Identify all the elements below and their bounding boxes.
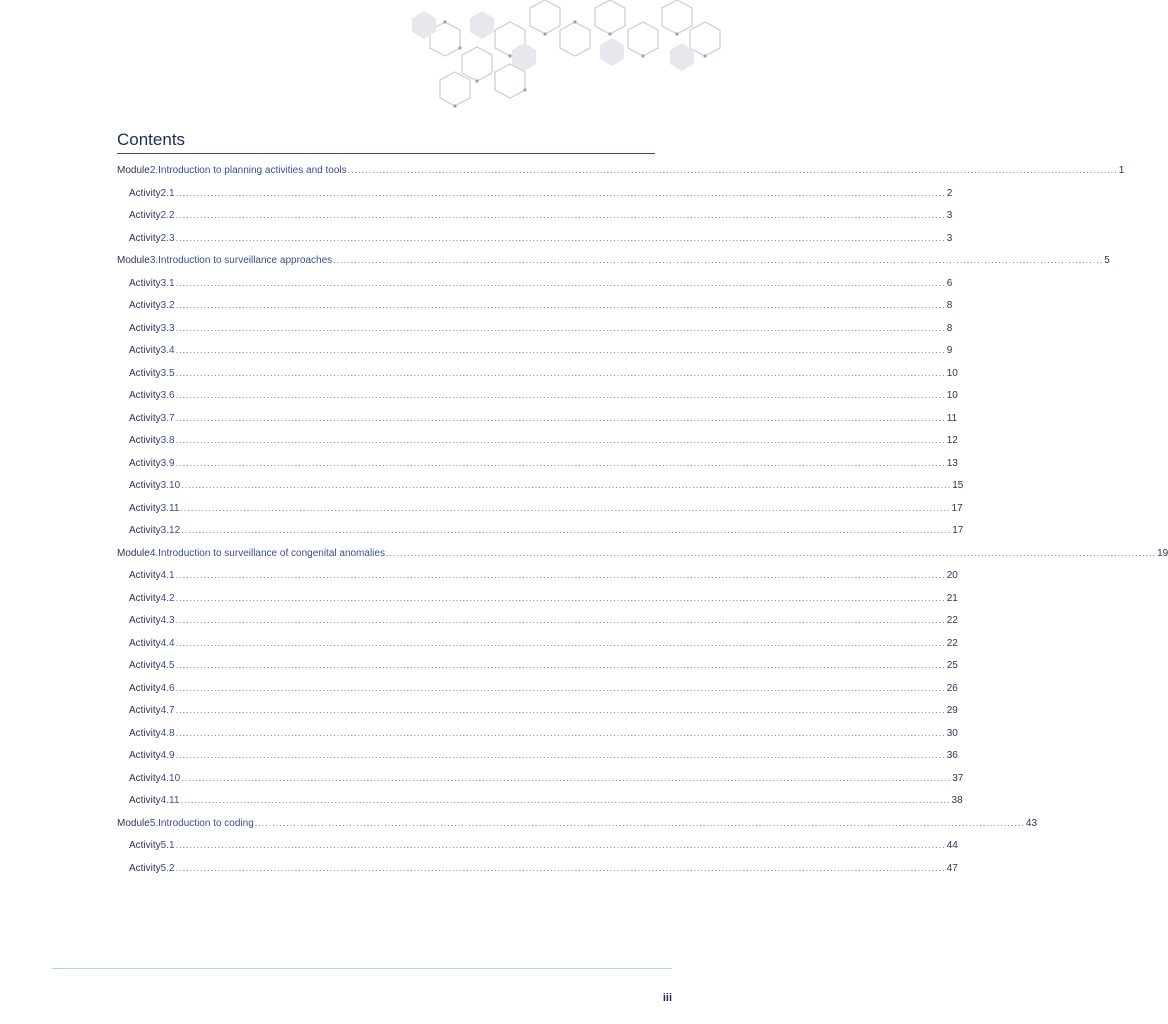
toc-entry-number: 4.10 [160,772,181,784]
toc-activity-entry[interactable] [117,232,953,256]
toc-entry-prefix: Activity [129,210,161,221]
toc-dot-leader: ............................................................................................................................................................................................................................ [175,435,946,445]
toc-dot-leader: ............................................................................................................................................................................................................................ [175,705,946,715]
toc-activity-entry[interactable] [117,277,953,301]
toc-entry-prefix: Activity [129,277,161,289]
toc-dot-leader: ............................................................................................................................................................................................................................ [180,795,951,805]
toc-entry-prefix: Activity [129,435,161,446]
toc-page-number: 15 [952,480,964,491]
toc-page-number: 37 [952,772,964,784]
toc-page-number: 20 [946,570,958,581]
toc-activity-entry[interactable] [117,592,958,616]
page-title: Contents [117,130,186,149]
toc-entry-number: 4.1 [160,570,175,581]
toc-dot-leader: ............................................................................................................................................................................................................................ [180,502,951,513]
toc-entry-number: 5.2 [160,862,175,874]
toc-entry-number: 4.7 [160,705,175,716]
page-number: iii [662,992,672,1004]
toc-page-number: 22 [946,637,958,649]
toc-entry-prefix: Activity [129,345,161,356]
toc-page-number: 44 [946,840,958,851]
toc-entry-prefix: Activity [129,300,161,311]
toc-entry-prefix: Activity [129,727,161,739]
toc-page-number: 22 [946,615,958,626]
toc-entry-prefix: Activity [129,840,161,851]
toc-page-number: 8 [946,322,953,334]
toc-activity-entry[interactable] [117,570,958,593]
title-divider [117,153,655,154]
toc-entry-number: 4. [149,547,159,559]
toc-activity-entry[interactable] [117,345,953,368]
toc-entry-prefix: Activity [129,592,161,604]
toc-page-number: 36 [946,750,958,761]
toc-dot-leader: ............................................................................................................................................................................................................................ [385,547,1157,558]
toc-entry-title: Introduction to surveillance of congenital anomalies [158,547,385,559]
toc-activity-entry[interactable] [117,727,958,751]
toc-entry-prefix: Activity [129,502,161,514]
toc-dot-leader: ............................................................................................................................................................................................................................ [175,750,946,760]
toc-page-number: 26 [946,682,958,694]
toc-dot-leader: ............................................................................................................................................................................................................................ [175,232,946,243]
toc-page-number: 13 [946,457,958,469]
toc-entry-number: 2.2 [160,210,175,221]
toc-entry-number: 4.6 [160,682,175,694]
toc-module-entry[interactable] [117,255,1110,278]
toc-dot-leader: ............................................................................................................................................................................................................................ [347,165,1118,175]
toc-page-number: 38 [951,795,963,806]
toc-dot-leader: ............................................................................................................................................................................................................................ [175,412,946,423]
toc-page-number: 19 [1157,547,1168,559]
toc-page-number: 6 [946,277,953,289]
toc-entry-prefix: Activity [129,570,161,581]
toc-activity-entry[interactable] [117,390,958,413]
toc-dot-leader: ............................................................................................................................................................................................................................ [181,525,952,535]
toc-entry-number: 4.5 [160,660,175,671]
toc-entry-prefix: Activity [129,480,161,491]
toc-activity-entry[interactable] [117,840,958,863]
toc-module-entry[interactable] [117,817,1038,841]
toc-entry-prefix: Activity [129,705,161,716]
toc-entry-prefix: Module [117,165,150,176]
toc-entry-prefix: Activity [129,367,161,379]
toc-entry-prefix: Activity [129,232,161,244]
toc-dot-leader: ............................................................................................................................................................................................................................ [175,570,946,580]
toc-page-number: 8 [946,300,953,311]
toc-entry-prefix: Activity [129,795,161,806]
toc-entry-number: 3.8 [160,435,175,446]
toc-activity-entry[interactable] [117,772,964,796]
toc-entry-prefix: Activity [129,637,161,649]
toc-entry-prefix: Activity [129,525,161,536]
toc-dot-leader: ............................................................................................................................................................................................................................ [254,817,1025,828]
toc-dot-leader: ............................................................................................................................................................................................................................ [175,727,946,738]
toc-page-number: 3 [946,232,953,244]
toc-page-number: 10 [946,367,958,379]
toc-activity-entry[interactable] [117,322,953,346]
toc-dot-leader: ............................................................................................................................................................................................................................ [175,592,946,603]
hexagon-pattern-decoration [400,0,724,120]
toc-activity-entry[interactable] [117,525,964,548]
toc-page-number: 21 [946,592,958,604]
toc-entry-number: 4.2 [160,592,175,604]
toc-activity-entry[interactable] [117,435,958,458]
toc-entry-number: 2. [149,165,159,176]
toc-activity-entry[interactable] [117,637,958,661]
toc-entry-number: 4.8 [160,727,175,739]
toc-page-number: 11 [946,412,958,424]
toc-page-number: 25 [946,660,958,671]
toc-entry-number: 3.7 [160,412,175,424]
toc-activity-entry[interactable] [117,502,963,526]
toc-dot-leader: ............................................................................................................................................................................................................................ [175,615,946,625]
toc-entry-number: 3. [149,255,159,266]
toc-entry-title: Introduction to planning activities and tools [158,165,347,176]
toc-dot-leader: ............................................................................................................................................................................................................................ [175,322,946,333]
toc-entry-number: 5. [149,817,159,829]
toc-page-number: 2 [946,187,953,199]
toc-activity-entry[interactable] [117,682,958,706]
toc-activity-entry[interactable] [117,210,953,233]
toc-dot-leader: ............................................................................................................................................................................................................................ [175,345,946,355]
toc-entry-prefix: Activity [129,390,161,401]
toc-entry-number: 4.9 [160,750,175,761]
toc-activity-entry[interactable] [117,615,958,638]
toc-dot-leader: ............................................................................................................................................................................................................................ [175,862,946,873]
toc-dot-leader: ............................................................................................................................................................................................................................ [181,480,952,490]
toc-entry-number: 2.3 [160,232,175,244]
toc-page-number: 1 [1118,165,1125,176]
table-of-contents [117,165,1168,885]
toc-activity-entry[interactable] [117,660,958,683]
toc-entry-prefix: Activity [129,772,161,784]
toc-dot-leader: ............................................................................................................................................................................................................................ [175,457,946,468]
toc-entry-number: 3.6 [160,390,175,401]
toc-activity-entry[interactable] [117,480,964,503]
toc-activity-entry[interactable] [117,412,958,436]
toc-page-number: 10 [946,390,958,401]
toc-activity-entry[interactable] [117,750,958,773]
toc-dot-leader: ............................................................................................................................................................................................................................ [175,682,946,693]
toc-entry-prefix: Activity [129,660,161,671]
toc-entry-number: 3.1 [160,277,175,289]
toc-entry-prefix: Activity [129,457,161,469]
toc-entry-title: Introduction to coding [158,817,254,829]
toc-page-number: 3 [946,210,953,221]
toc-module-entry[interactable] [117,165,1125,188]
toc-activity-entry[interactable] [117,457,958,481]
toc-dot-leader: ............................................................................................................................................................................................................................ [175,367,946,378]
toc-entry-prefix: Activity [129,615,161,626]
toc-entry-number: 3.2 [160,300,175,311]
toc-entry-prefix: Activity [129,682,161,694]
toc-entry-number: 3.3 [160,322,175,334]
toc-activity-entry[interactable] [117,187,953,211]
toc-dot-leader: ............................................................................................................................................................................................................................ [181,772,952,783]
toc-dot-leader: ............................................................................................................................................................................................................................ [175,637,946,648]
toc-entry-prefix: Module [117,255,150,266]
toc-dot-leader: ............................................................................................................................................................................................................................ [175,187,946,198]
toc-entry-prefix: Module [117,547,150,559]
toc-entry-prefix: Module [117,817,150,829]
toc-activity-entry[interactable] [117,705,958,728]
toc-entry-number: 4.3 [160,615,175,626]
toc-entry-number: 5.1 [160,840,175,851]
toc-entry-number: 4.4 [160,637,175,649]
toc-page-number: 5 [1104,255,1110,266]
toc-activity-entry[interactable] [117,300,953,323]
toc-entry-number: 3.9 [160,457,175,469]
toc-entry-prefix: Activity [129,322,161,334]
toc-dot-leader: ............................................................................................................................................................................................................................ [333,255,1104,265]
toc-activity-entry[interactable] [117,862,958,886]
toc-activity-entry[interactable] [117,795,963,818]
footer-divider [52,968,672,969]
toc-activity-entry[interactable] [117,367,958,391]
toc-entry-prefix: Activity [129,750,161,761]
toc-page-number: 17 [952,525,964,536]
toc-dot-leader: ............................................................................................................................................................................................................................ [175,660,946,670]
toc-module-entry[interactable] [117,547,1168,571]
toc-dot-leader: ............................................................................................................................................................................................................................ [175,277,946,288]
toc-entry-number: 3.10 [160,480,181,491]
toc-page-number: 29 [946,705,958,716]
toc-entry-prefix: Activity [129,412,161,424]
toc-entry-number: 3.12 [160,525,181,536]
toc-dot-leader: ............................................................................................................................................................................................................................ [175,840,946,850]
toc-entry-title: Introduction to surveillance approaches [158,255,333,266]
toc-entry-number: 4.11 [160,795,180,806]
toc-dot-leader: ............................................................................................................................................................................................................................ [175,390,946,400]
toc-entry-number: 3.11 [160,502,180,514]
toc-page-number: 17 [951,502,963,514]
toc-entry-prefix: Activity [129,862,161,874]
toc-entry-number: 2.1 [160,187,175,199]
toc-page-number: 47 [946,862,958,874]
toc-entry-prefix: Activity [129,187,161,199]
toc-page-number: 12 [946,435,958,446]
toc-page-number: 9 [946,345,953,356]
toc-dot-leader: ............................................................................................................................................................................................................................ [175,300,946,310]
toc-page-number: 30 [946,727,958,739]
toc-entry-number: 3.4 [160,345,175,356]
toc-entry-number: 3.5 [160,367,175,379]
toc-page-number: 43 [1025,817,1038,829]
toc-dot-leader: ............................................................................................................................................................................................................................ [175,210,946,220]
